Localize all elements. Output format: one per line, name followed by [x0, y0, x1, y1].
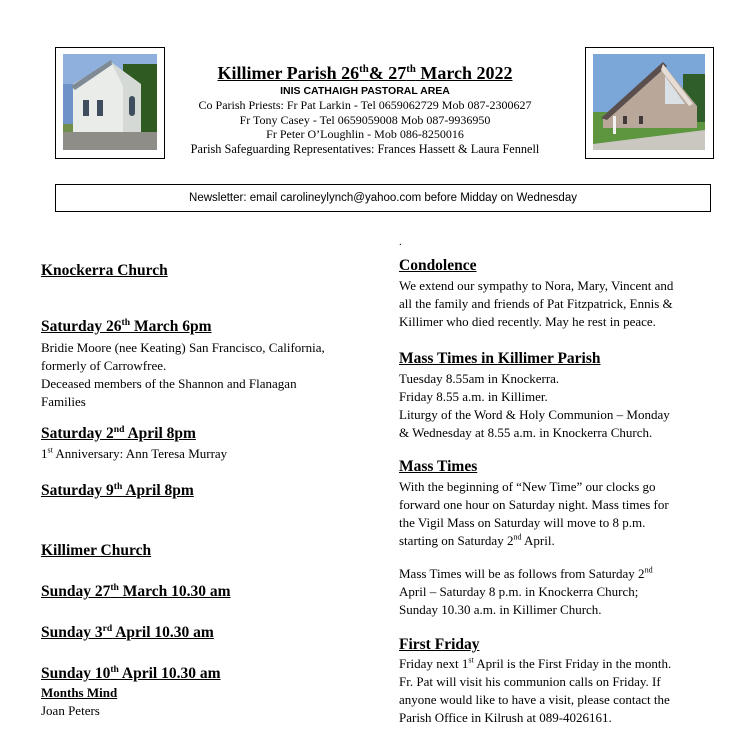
- first-friday-line: Friday next 1st April is the First Friday in the month.: [399, 655, 672, 671]
- mass-time-line: Friday 8.55 a.m. in Killimer.: [399, 389, 548, 404]
- first-friday-line: Fr. Pat will visit his communion calls on Friday. If: [399, 674, 661, 689]
- saturday-26-march-heading: Saturday 26th March 6pm: [41, 316, 212, 335]
- mass-times-line: forward one hour on Saturday night. Mass times for: [399, 497, 669, 512]
- saturday-2-intention: 1st Anniversary: Ann Teresa Murray: [41, 445, 228, 461]
- parish-title: Killimer Parish 26th& 27th March 2022: [217, 63, 513, 83]
- church-image-left: [63, 54, 157, 150]
- church-image-right: [593, 54, 705, 150]
- condolence-text: [399, 277, 673, 331]
- saturday-26-intentions: [41, 339, 325, 411]
- months-mind-name: Joan Peters: [41, 703, 100, 718]
- church-photo-left: [55, 47, 165, 159]
- parish-header: [165, 58, 565, 156]
- saturday-2-april-heading: Saturday 2nd April 8pm: [41, 423, 196, 442]
- months-mind-heading: Months Mind: [41, 685, 118, 700]
- mass-time-line: Liturgy of the Word & Holy Communion – Monday: [399, 407, 670, 422]
- condolence-line: We extend our sympathy to Nora, Mary, Vincent and: [399, 278, 674, 293]
- mass-times-line: Sunday 10.30 a.m. in Killimer Church.: [399, 602, 602, 617]
- newsletter-notice: Newsletter: email carolineylynch@yahoo.com before Midday on Wednesday: [55, 184, 711, 212]
- mass-times-line: With the beginning of “New Time” our clocks go: [399, 479, 656, 494]
- mass-times-line: starting on Saturday 2nd April.: [399, 532, 555, 548]
- intention-line: Families: [41, 394, 86, 409]
- mass-times-heading: Mass Times: [399, 458, 478, 475]
- mass-time-line: Tuesday 8.55am in Knockerra.: [399, 371, 560, 386]
- saturday-9-april-heading: Saturday 9th April 8pm: [41, 480, 194, 499]
- sunday-10-april-heading: Sunday 10th April 10.30 am: [41, 663, 221, 682]
- sunday-3-april-heading: Sunday 3rd April 10.30 am: [41, 622, 214, 641]
- first-friday-heading: First Friday: [399, 636, 480, 653]
- mass-times-killimer-heading: Mass Times in Killimer Parish: [399, 350, 601, 367]
- mass-times-killimer-text: [399, 370, 670, 442]
- condolence-line: all the family and friends of Pat Fitzpatrick, Ennis &: [399, 296, 673, 311]
- church-photo-right: [585, 47, 714, 159]
- mass-times-line: April – Saturday 8 p.m. in Knockerra Church;: [399, 584, 639, 599]
- co-parish-priests: Co Parish Priests: Fr Pat Larkin - Tel 0659062729 Mob 087-2300627: [198, 98, 532, 112]
- condolence-line: Killimer who died recently. May he rest in peace.: [399, 314, 656, 329]
- mass-times-text: [399, 478, 669, 550]
- priest-peter-oloughlin: Fr Peter O’Loughlin - Mob 086-8250016: [266, 127, 464, 141]
- pastoral-area: INIS CATHAIGH PASTORAL AREA: [280, 85, 450, 97]
- stray-dot: .: [399, 236, 402, 248]
- condolence-heading: Condolence: [399, 257, 477, 274]
- priest-tony-casey: Fr Tony Casey - Tel 0659059008 Mob 087-9936950: [239, 112, 491, 127]
- safeguarding-representatives: Parish Safeguarding Representatives: Frances Hassett & Laura Fennell: [190, 141, 540, 156]
- intention-line: Bridie Moore (nee Keating) San Francisco, California,: [41, 340, 325, 355]
- first-friday-line: Parish Office in Kilrush at 089-4026161.: [399, 710, 612, 725]
- knockerra-church-heading: Knockerra Church: [41, 262, 168, 279]
- mass-times-schedule: [399, 565, 653, 619]
- mass-times-line: Mass Times will be as follows from Saturday 2nd: [399, 565, 653, 581]
- mass-time-line: & Wednesday at 8.55 a.m. in Knockerra Church.: [399, 425, 653, 440]
- sunday-27-march-heading: Sunday 27th March 10.30 am: [41, 581, 231, 600]
- killimer-church-heading: Killimer Church: [41, 542, 152, 559]
- intention-line: formerly of Carrowfree.: [41, 358, 167, 373]
- first-friday-line: anyone would like to have a visit, please contact the: [399, 692, 670, 707]
- mass-times-line: the Vigil Mass on Saturday will move to 8 p.m.: [399, 515, 646, 530]
- intention-line: Deceased members of the Shannon and Flanagan: [41, 376, 297, 391]
- first-friday-text: [399, 655, 671, 727]
